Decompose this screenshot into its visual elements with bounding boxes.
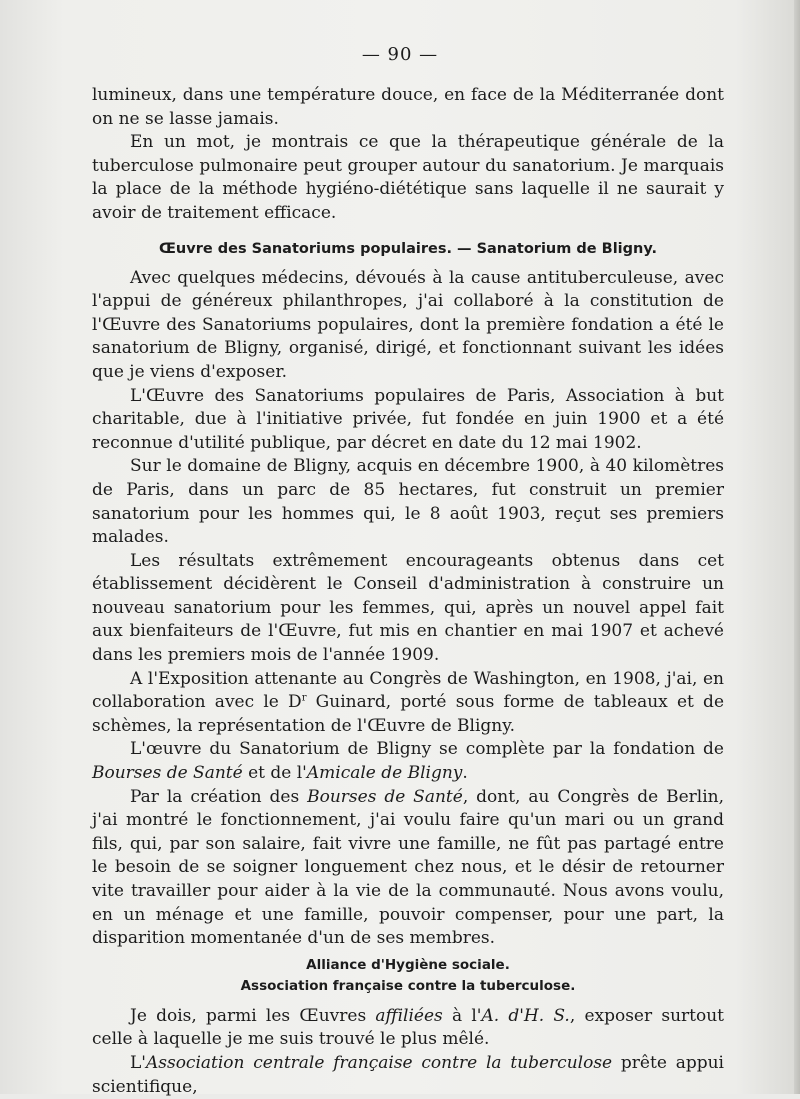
section-heading-association: Association française contre la tuberculose. [240, 977, 576, 994]
paragraph-oeuvres-affiliees [92, 1005, 724, 1052]
text-run: L' [130, 1052, 146, 1073]
paragraph-domaine-bligny: Sur le domaine de Bligny, acquis en décembre 1900, à 40 kilomètres de Paris, dans un parc de 85 hectares, fut construit un premier sanatorium pour les hommes qui, le 8 août 1903, reçut ses premiers malades. [92, 456, 724, 548]
paragraph-bourses-sante [92, 786, 724, 951]
text-run: , dont, au Congrès de Berlin, j'ai montré le fonctionnement, j'ai voulu faire qu'un mari ou un grand fils, qui, par son salaire, fait vivre une famille, ne fût pas partagé entre le besoin de se soigner longuement chez nous, et le désir de retourner vite travailler pour aider à la vie de la communauté. Nous avons voulu, en un ménage et une famille, pouvoir compenser, pour une part, la disparition momentanée d'un de ses membres. [92, 786, 724, 949]
text-run: Guinard, porté sous forme de tableaux et de schèmes, la représentation de l'Œuvre de Bligny. [92, 692, 725, 736]
text-run: L'œuvre du Sanatorium de Bligny se complète par la fondation de [130, 739, 724, 760]
italic-run: Bourses de Santé [92, 763, 243, 784]
italic-run: A. d'H. S. [481, 1005, 570, 1026]
text-run: et de l' [242, 763, 307, 784]
page-number: — 90 — [361, 44, 439, 65]
text-run: Par la création des [130, 786, 308, 807]
paragraph-exposition [92, 668, 724, 739]
text-run: . [462, 763, 468, 784]
page-edge-shadow [794, 0, 800, 1094]
paragraph-association-centrale [92, 1052, 724, 1099]
superscript: r [301, 692, 307, 704]
text-run: prête appui scientifique, [92, 1052, 724, 1097]
paragraph-continued: lumineux, dans une température douce, en face de la Méditerranée dont on ne se lasse jamais. [92, 85, 724, 129]
section-heading-alliance: Alliance d'Hygiène sociale. [306, 956, 510, 973]
section-heading-bligny: Œuvre des Sanatoriums populaires. — Sanatorium de Bligny. [159, 240, 657, 257]
text-run: Je dois, parmi les Œuvres [130, 1005, 376, 1026]
paragraph-therapeutique: En un mot, je montrais ce que la thérapeutique générale de la tuberculose pulmonaire peut grouper autour du sanatorium. Je marquais la place de la méthode hygiéno-diététique sans laquelle il ne saurait y avoir de traitement efficace. [92, 132, 724, 223]
text-run: , exposer surtout celle à laquelle je me suis trouvé le plus mêlé. [92, 1005, 724, 1050]
italic-run: Association centrale française contre la tuberculose [145, 1052, 613, 1073]
text-run: A l'Exposition attenante au Congrès de Washington, en 1908, j'ai, en collaboration avec le D [92, 668, 724, 713]
text-run: à l' [442, 1005, 482, 1026]
italic-run: Bourses de Santé [307, 786, 463, 807]
paragraph-collaboration: Avec quelques médecins, dévoués à la cause antituberculeuse, avec l'appui de généreux philanthropes, j'ai collaboré à la constitution de l'Œuvre des Sanatoriums populaires, dont la première fondation a été le sanatorium de Bligny, organisé, dirigé, et fonctionnant suivant les idées que je viens d'exposer. [92, 267, 724, 382]
italic-run: affiliées [375, 1005, 443, 1026]
paragraph-bourses-fondation [92, 738, 724, 785]
paragraph-resultats: Les résultats extrêmement encourageants obtenus dans cet établissement décidèrent le Conseil d'administration à construire un nouveau sanatorium pour les femmes, qui, après un nouvel appel fait aux bienfaiteurs de l'Œuvre, fut mis en chantier en mai 1907 et achevé dans les premiers mois de l'année 1909. [92, 550, 724, 666]
page-body [92, 84, 724, 1099]
paragraph-oeuvre-paris: L'Œuvre des Sanatoriums populaires de Paris, Association à but charitable, due à l'initiative privée, fut fondée en juin 1900 et a été reconnue d'utilité publique, par décret en date du 12 mai 1902. [92, 385, 724, 453]
italic-run: Amicale de Bligny [306, 763, 463, 784]
